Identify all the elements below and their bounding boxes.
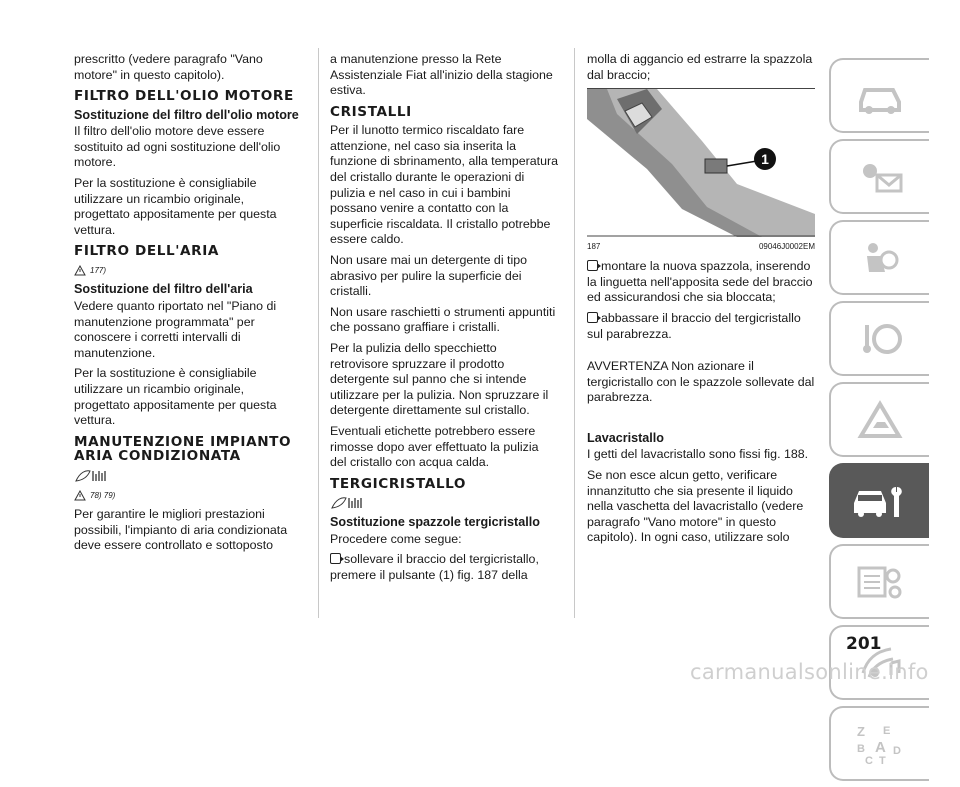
- figure-number: 187: [587, 242, 601, 252]
- paragraph: a manutenzione presso la Rete Assistenziale Fiat all'inizio della stagione estiva.: [330, 52, 553, 98]
- bullet-text: sollevare il braccio del tergicristallo, premere il pulsante (1) fig. 187 della: [330, 552, 539, 582]
- paragraph: Non usare raschietti o strumenti appuntiti che possano graffiare i cristalli.: [330, 304, 556, 335]
- paragraph: Non usare mai un detergente di tipo abrasivo per pulire la superficie dei cristalli.: [330, 253, 527, 299]
- car-dashboard-icon: [855, 76, 905, 116]
- index-letters-icon: [853, 722, 907, 766]
- paragraph: Per la sostituzione è consigliabile utilizzare un ricambio originale, progettato appositamente per questa vettura.: [74, 175, 277, 237]
- chapter-tab-specifications[interactable]: [829, 544, 929, 619]
- paragraph: molla di aggancio ed estrarre la spazzola dal braccio;: [587, 52, 813, 82]
- subheading-washer: Lavacristallo: [587, 430, 665, 445]
- paragraph: Eventuali etichette potrebbero essere rimosse dopo aver effettuato la pulizia del cristallo con acqua calda.: [330, 423, 539, 470]
- bullet-item: [587, 259, 815, 306]
- bullet-text: abbassare il braccio del tergicristallo sul parabrezza.: [587, 310, 801, 341]
- paragraph: Per la sostituzione è consigliabile utilizzare un ricambio originale, progettato appositamente per questa vettura.: [74, 366, 277, 428]
- chapter-tab-starting[interactable]: [829, 301, 929, 376]
- chapter-tab-getting-to-know[interactable]: [829, 139, 929, 214]
- chapter-tab-safety[interactable]: [829, 220, 929, 295]
- figure-code: 09046J0002EM: [758, 242, 815, 252]
- column-divider: [318, 48, 319, 618]
- bullet-item: [330, 552, 558, 583]
- bullet-item: [587, 311, 815, 342]
- specifications-gears-icon: [855, 562, 905, 602]
- paragraph: Per garantire le migliori prestazioni possibili, l'impianto di aria condizionata deve essere controllato e sottoposto: [74, 507, 288, 553]
- car-wrench-icon: [850, 481, 910, 521]
- subheading-wiper-blades: Sostituzione spazzole tergicristallo: [330, 515, 540, 530]
- warning-triangle-icon: [74, 265, 86, 276]
- svg-text:T: T: [879, 754, 886, 766]
- text-column-3: [587, 52, 815, 551]
- text-column-1: [74, 52, 302, 559]
- svg-text:C: C: [865, 754, 873, 766]
- bullet-icon: [587, 260, 598, 271]
- warning-reference: [74, 488, 302, 504]
- paragraph: Se non esce alcun getto, verificare innanzitutto che sia presente il liquido nella vaschetta del lavacristallo (vedere paragrafo "Vano motore" in questo capitolo). In ogni caso, utilizzare solo: [587, 468, 804, 545]
- bullet-icon: [330, 553, 341, 564]
- section-heading-windows: CRISTALLI: [330, 103, 412, 120]
- eco-icon-row: [74, 468, 302, 484]
- airbag-safety-icon: [855, 238, 905, 278]
- section-heading-air-filter: FILTRO DELL'ARIA: [74, 243, 220, 260]
- warning-reference: [74, 263, 302, 279]
- paragraph: Per il lunotto termico riscaldato fare attenzione, nel caso sia inserita la funzione di sbrinamento, alla temperatura del cristallo durante le operazioni di pulizia e nel caso in cui i bambini possano venire a contatto con la superficie riscaldata. Il cristallo potrebbe essere caldo.: [330, 123, 558, 247]
- warning-car-icon: [855, 400, 905, 440]
- text-column-2: [330, 52, 558, 589]
- subheading-air-filter: Sostituzione del filtro dell'aria: [74, 282, 253, 297]
- paragraph: Per la pulizia dello specchietto retrovisore spruzzare il prodotto detergente sul panno che si intende utilizzare per la pulizia. Non spruzzare il detergente direttamente sul cristallo.: [330, 341, 549, 418]
- svg-text:E: E: [883, 724, 891, 737]
- svg-text:Z: Z: [857, 723, 865, 739]
- svg-text:A: A: [875, 738, 886, 756]
- paragraph: prescritto (vedere paragrafo "Vano motore" in questo capitolo).: [74, 52, 263, 82]
- svg-text:B: B: [857, 742, 865, 755]
- paragraph: Procedere come segue:: [330, 531, 462, 546]
- warning-triangle-icon: [74, 490, 86, 501]
- eco-leaf-icon: [74, 468, 114, 484]
- subheading-oil-filter: Sostituzione del filtro dell'olio motore: [74, 107, 299, 122]
- bullet-text: montare la nuova spazzola, inserendo la linguetta nell'apposita sede del braccio ed assicurandosi che sia bloccata;: [587, 259, 813, 305]
- figure-187: [587, 88, 815, 251]
- page-number: 201: [846, 634, 882, 654]
- chapter-tab-emergency[interactable]: [829, 382, 929, 457]
- key-steering-wheel-icon: [855, 319, 905, 359]
- figure-caption: [587, 239, 815, 255]
- paragraph: Vedere quanto riportato nel "Piano di manutenzione programmata" per conoscere i corretti intervalli di manutenzione.: [74, 298, 277, 360]
- chapter-tab-dashboard[interactable]: [829, 58, 929, 133]
- sun-mail-icon: [855, 157, 905, 197]
- section-heading-oil-filter: FILTRO DELL'OLIO MOTORE: [74, 88, 294, 105]
- column-divider: [574, 48, 575, 618]
- reference-note: 78) 79): [90, 490, 116, 500]
- chapter-tab-index[interactable]: [829, 706, 929, 781]
- paragraph: I getti del lavacristallo sono fissi fig. 188.: [587, 447, 809, 462]
- section-heading-wipers: TERGICRISTALLO: [330, 475, 467, 492]
- warning-note: AVVERTENZA Non azionare il tergicristallo con le spazzole sollevate dal parabrezza.: [587, 359, 815, 405]
- reference-note: 177): [90, 265, 107, 275]
- eco-leaf-icon: [330, 495, 370, 511]
- paragraph: Il filtro dell'olio motore deve essere sostituito ad ogni sostituzione dell'olio motore.: [74, 124, 281, 170]
- chapter-tab-maintenance[interactable]: [829, 463, 929, 538]
- watermark: carmanualsonline.info: [690, 660, 929, 684]
- wiper-arm-illustration: [587, 89, 815, 237]
- svg-text:D: D: [893, 744, 901, 757]
- callout-label: 1: [761, 151, 769, 168]
- bullet-icon: [587, 312, 598, 323]
- eco-icon-row: [330, 495, 558, 511]
- section-heading-ac-maintenance: MANUTENZIONE IMPIANTO ARIA CONDIZIONATA: [74, 433, 292, 465]
